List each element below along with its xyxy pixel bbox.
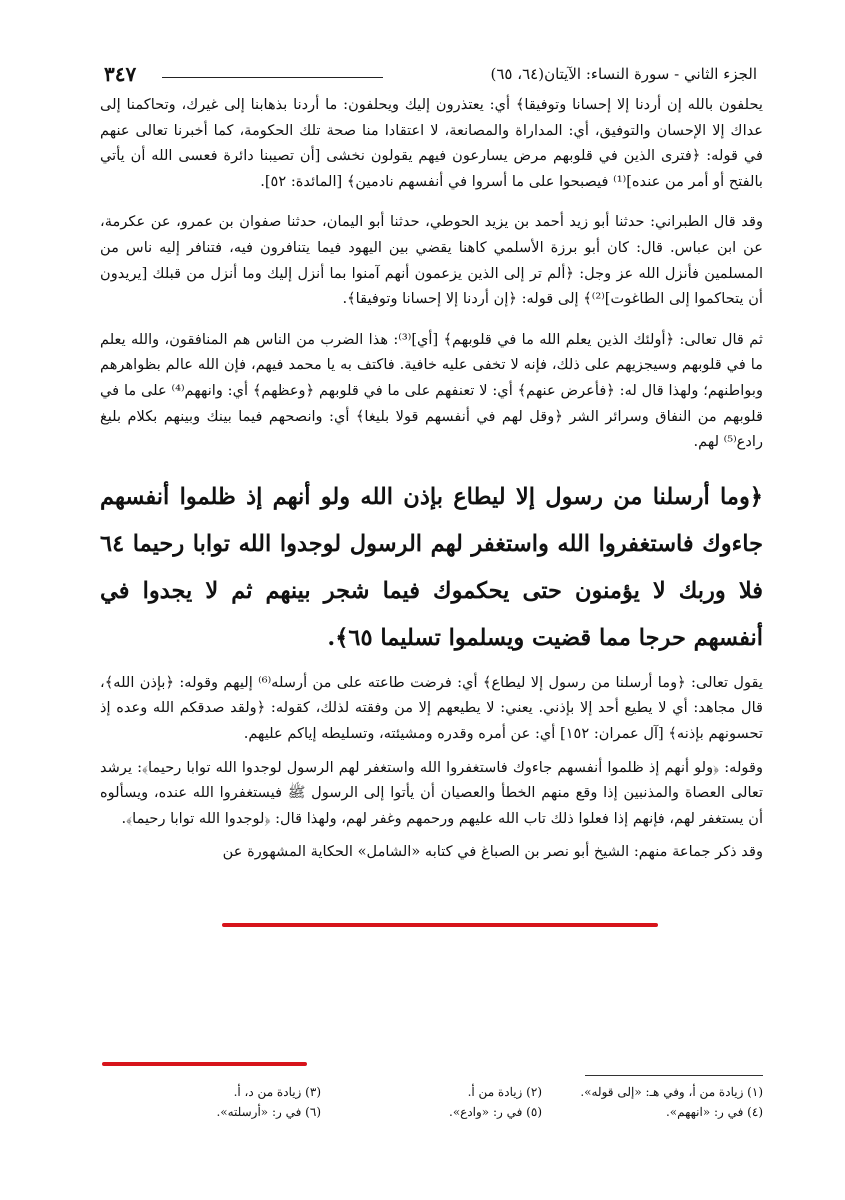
quran-verses-64-65: ﴿وما أرسلنا من رسول إلا ليطاع بإذن الله ولو أنهم إذ ظلموا أنفسهم جاءوك فاستغفروا الله واستغفر لهم الرسول لوجدوا الله توابا رحيما ٦٤ فلا وربك لا يؤمنون حتى يحكموك فيما شجر بينهم ثم لا يجدوا في أنفسهم حرجا مما قضيت ويسلموا تسليما ٦٥﴾. — [100, 483, 763, 651]
footnotes — [100, 1082, 763, 1122]
footnote-3: (٣) زيادة من د، أ. — [233, 1085, 321, 1099]
page-body — [100, 92, 763, 865]
paragraph-6: وقد ذكر جماعة منهم: الشيخ أبو نصر بن الصباغ في كتابه «الشامل» الحكاية المشهورة عن — [222, 843, 763, 861]
header-rule — [162, 77, 383, 78]
footnote-rule — [585, 1075, 763, 1076]
paragraph-2: وقد قال الطبراني: حدثنا أبو زيد أحمد بن يزيد الحوطي، حدثنا أبو اليمان، حدثنا صفوان بن عمرو، عن عكرمة، عن ابن عباس. قال: كان أبو برزة الأسلمي كاهنا يقضي بين اليهود فيما يتنافرون فيه، فتنافر إليه ناس من المسلمين فأنزل الله عز وجل: ﴿ألم تر إلى الذين يزعمون أنهم آمنوا بما أنزل إليك وما أنزل من قبلك [يريدون أن يتحاكموا إلى الطاغوت]⁽²⁾﴾ إلى قوله: ﴿إن أردنا إلا إحسانا وتوفيقا﴾. — [100, 213, 763, 308]
running-header — [100, 60, 763, 88]
footnote-row-1 — [100, 1082, 763, 1102]
footnote-4: (٤) في ر: «انههم». — [665, 1105, 763, 1119]
paragraph-4: يقول تعالى: ﴿وما أرسلنا من رسول إلا ليطاع﴾ أي: فرضت طاعته على من أرسله⁽⁶⁾ إليهم وقوله: ﴿بإذن الله﴾، قال مجاهد: أي لا يطيع أحد إلا بإذني. يعني: لا يطيعهم إلا من وفقته لذلك، كقوله: ﴿ولقد صدقكم الله وعده إذ تحسونهم بإذنه﴾ [آل عمران: ١٥٢] أي: عن أمره وقدره ومشيئته، وتسليطه إياكم عليهم. — [100, 673, 763, 742]
footnote-6: (٦) في ر: «أرسلته». — [216, 1105, 321, 1119]
running-title: الجزء الثاني - سورة النساء: الآيتان(٦٤، ٦٥) — [491, 65, 764, 83]
highlight-underline-story — [102, 1062, 307, 1066]
highlight-underline-verse — [222, 923, 658, 927]
footnote-2: (٢) زيادة من أ. — [467, 1085, 542, 1099]
paragraph-3: ثم قال تعالى: ﴿أولئك الذين يعلم الله ما في قلوبهم﴾ [أي]⁽³⁾: هذا الضرب من الناس هم المنافقون، والله يعلم ما في قلوبهم وسيجزيهم على ذلك، فإنه لا تخفى عليه خافية. فاكتف به يا محمد فيهم، فإن الله عالم بظواهرهم وبواطنهم؛ ولهذا قال له: ﴿فأعرض عنهم﴾ أي: لا تعنفهم على ما في قلوبهم ﴿وعظهم﴾ أي: وانههم⁽⁴⁾ على ما في قلوبهم من النفاق وسرائر الشر ﴿وقل لهم في أنفسهم قولا بليغا﴾ أي: وانصحهم فيما بينك وبينهم بكلام بليغ رادع⁽⁵⁾ لهم. — [100, 330, 764, 451]
footnote-5: (٥) في ر: «وادع». — [449, 1105, 542, 1119]
footnote-1: (١) زيادة من أ، وفي هـ: «إلى قوله». — [580, 1085, 763, 1099]
paragraph-5: وقوله: ﴿ولو أنهم إذ ظلموا أنفسهم جاءوك فاستغفروا الله واستغفر لهم الرسول لوجدوا الله توابا رحيما﴾: يرشد تعالى العصاة والمذنبين إذا وقع منهم الخطأ والعصيان أن يأتوا إلى الرسول ﷺ فيستغفروا الله عنده، ويسألوه أن يستغفر لهم، فإنهم إذا فعلوا ذلك تاب الله عليهم ورحمهم وغفر لهم، ولهذا قال: ﴿لوجدوا الله توابا رحيما﴾. — [100, 758, 763, 827]
page-number: ٣٤٧ — [100, 62, 136, 86]
paragraph-1: يحلفون بالله إن أردنا إلا إحسانا وتوفيقا﴾ أي: يعتذرون إليك ويحلفون: ما أردنا بذهابنا إلى غيرك، وتحاكمنا إلى عداك إلا الإحسان والتوفيق، أي: المداراة والمصانعة، لا اعتقادا منا صحة تلك الحكومة، كما أخبرنا تعالى عنهم في قوله: ﴿فترى الذين في قلوبهم مرض يسارعون فيهم يقولون نخشى [أن تصيبنا دائرة فعسى الله أن يأتي بالفتح أو أمر من عنده]⁽¹⁾ فيصبحوا على ما أسروا في أنفسهم نادمين﴾ [المائدة: ٥٢]. — [100, 96, 763, 190]
footnote-row-2 — [100, 1102, 763, 1122]
